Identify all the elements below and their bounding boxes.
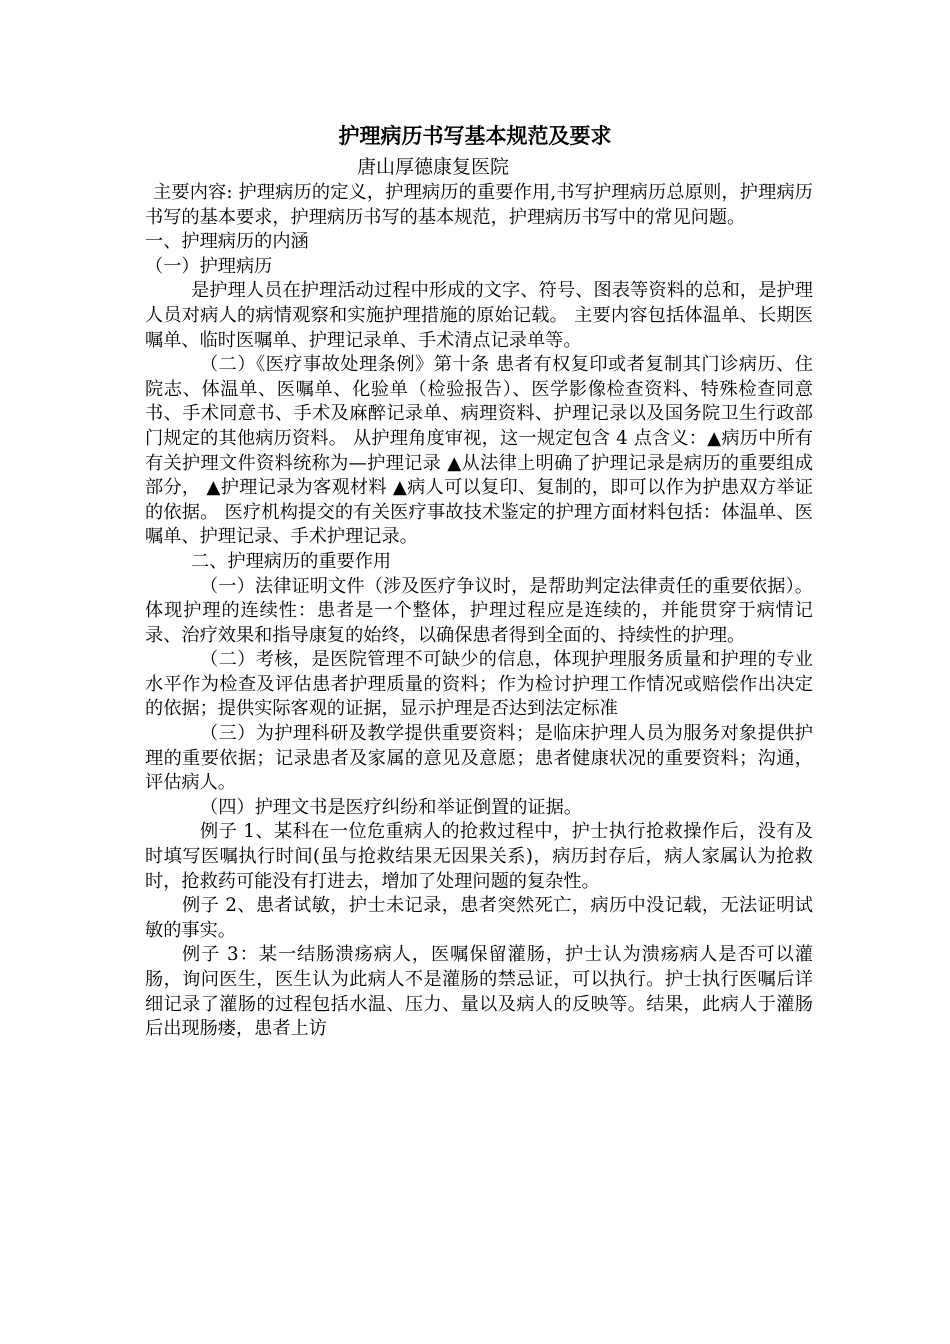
definition-paragraph: 是护理人员在护理活动过程中形成的文字、符号、图表等资料的总和，是护理人员对病人的病情观察和实施护理措施的原始记载。 主要内容包括体温单、长期医嘱单、临时医嘱单、护理记录单、手术清点记录单等。 — [145, 280, 813, 351]
section-heading-2: 二、护理病历的重要作用 — [191, 550, 392, 572]
role-paragraph-2: （二）考核，是医院管理不可缺少的信息，体现护理服务质量和护理的专业水平作为检查及评估患者护理质量的资料；作为检讨护理工作情况或赔偿作出决定的依据；提供实际客观的证据，显示护理是否达到法定标准 — [145, 649, 813, 720]
role-paragraph-4: （四）护理文书是医疗纠纷和举证倒置的证据。 — [200, 796, 582, 818]
document-subtitle: 唐山厚德康复医院 — [357, 156, 510, 178]
role-paragraph-3: （三）为护理科研及教学提供重要资料；是临床护理人员为服务对象提供护理的重要依据；记录患者及家属的意见及意愿；患者健康状况的重要资料；沟通，评估病人。 — [145, 723, 813, 794]
role-paragraph-1: （一）法律证明文件（涉及医疗争议时，是帮助判定法律责任的重要依据）。体现护理的连续性：患者是一个整体，护理过程应是连续的，并能贯穿于病情记录、治疗效果和指导康复的始终，以确保患者得到全面的、持续性的护理。 — [145, 575, 813, 646]
subsection-heading-1-1: （一）护理病历 — [145, 255, 273, 277]
document-page — [145, 118, 813, 1042]
example-paragraph-1: 例子 1、某科在一位危重病人的抢救过程中，护士执行抢救操作后，没有及时填写医嘱执行时间(虽与抢救结果无因果关系)，病历封存后，病人家属认为抢救时，抢救药可能没有打进去，增加了处理问题的复杂性。 — [145, 821, 813, 892]
example-paragraph-3: 例子 3：某一结肠溃疡病人，医嘱保留灌肠，护士认为溃疡病人是否可以灌肠，询问医生，医生认为此病人不是灌肠的禁忌证，可以执行。护士执行医嘱后详细记录了灌肠的过程包括水温、压力、量以及病人的反映等。结果，此病人于灌肠后出现肠瘘，患者上访 — [145, 944, 813, 1040]
main-content-paragraph: 主要内容: 护理病历的定义，护理病历的重要作用,书写护理病历总原则，护理病历书写的基本要求，护理病历书写的基本规范，护理病历书写中的常见问题。 — [145, 182, 813, 228]
document-title: 护理病历书写基本规范及要求 — [338, 123, 612, 148]
section-heading-1: 一、护理病历的内涵 — [145, 231, 309, 253]
regulation-paragraph: （二）《医疗事故处理条例》第十条 患者有权复印或者复制其门诊病历、住院志、体温单、医嘱单、化验单（检验报告）、医学影像检查资料、特殊检查同意书、手术同意书、手术及麻醉记录单、病理资料、护理记录以及国务院卫生行政部门规定的其他病历资料。 从护理角度审视，这一规定包含 4 点含义：▲病历中所有有关护理文件资料统称为—护理记录 ▲从法律上明确了护理记录是病历的重要组成部分， ▲护理记录为客观材料 ▲病人可以复印、复制的，即可以作为护患双方举证的依据。 医疗机构提交的有关医疗事故技术鉴定的护理方面材料包括：体温单、医嘱单、护理记录、手术护理记录。 — [145, 354, 813, 548]
example-paragraph-2: 例子 2、患者试敏，护士未记录，患者突然死亡，病历中没记载，无法证明试敏的事实。 — [145, 895, 813, 941]
